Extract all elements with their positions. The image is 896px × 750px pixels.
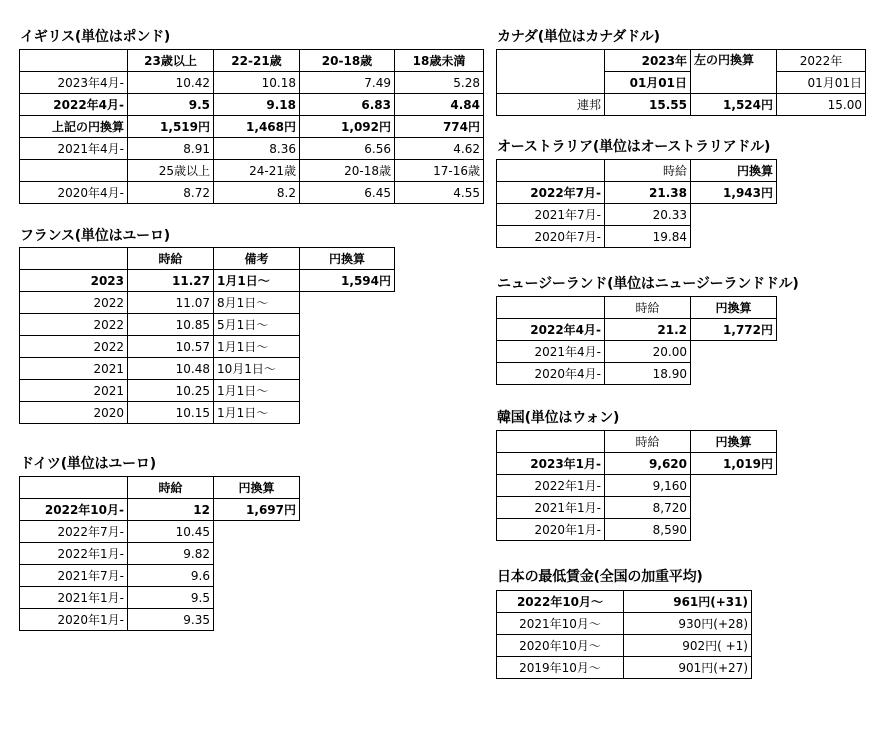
row-label: 2022年10月～: [497, 591, 624, 613]
table-cell: 11.27: [128, 270, 214, 292]
row-label: 2023年1月-: [497, 453, 605, 475]
header-cell: [497, 160, 605, 182]
row-label: 2021年7月-: [20, 565, 128, 587]
empty-cell: [691, 519, 777, 541]
header-cell: [20, 248, 128, 270]
table-cell: 21.38: [605, 182, 691, 204]
table-cell: 10.85: [128, 314, 214, 336]
table-cell: 7.49: [300, 72, 395, 94]
table-cell: 961円(+31): [624, 591, 752, 613]
row-label: 2020年1月-: [20, 609, 128, 631]
table-cell: 1,943円: [691, 182, 777, 204]
table-row: [20, 565, 300, 587]
table-cell: 6.56: [300, 138, 395, 160]
table-row: [497, 657, 752, 679]
korea-title: 韓国(単位はウォン): [497, 410, 620, 426]
empty-cell: [300, 314, 395, 336]
empty-cell: [691, 475, 777, 497]
france-table: [19, 247, 395, 424]
table-cell: 5.28: [395, 72, 484, 94]
table-cell: 6.45: [300, 182, 395, 204]
table-cell: 20.33: [605, 204, 691, 226]
header-cell: 円換算: [691, 297, 777, 319]
table-row: [20, 521, 300, 543]
table-cell: 1,019円: [691, 453, 777, 475]
australia-title: オーストラリア(単位はオーストラリアドル): [497, 139, 771, 155]
table-row: [20, 609, 300, 631]
table-header-row: [20, 248, 395, 270]
header-cell: 時給: [128, 477, 214, 499]
empty-cell: [214, 521, 300, 543]
australia-table: [496, 159, 777, 248]
table-header-row: [497, 431, 777, 453]
table-row: [20, 402, 395, 424]
header-cell: 23歳以上: [128, 50, 214, 72]
empty-cell: [300, 358, 395, 380]
table-row: [497, 94, 866, 116]
table-cell: 1,772円: [691, 319, 777, 341]
header-cell: 左の円換算: [691, 50, 777, 94]
table-cell: 9.82: [128, 543, 214, 565]
table-header-row: [497, 297, 777, 319]
table-cell: 4.62: [395, 138, 484, 160]
table-row: [497, 591, 752, 613]
table-cell: 1,594円: [300, 270, 395, 292]
header-cell: 22-21歳: [214, 50, 300, 72]
header-cell: 2022年: [777, 50, 866, 72]
table-cell: 19.84: [605, 226, 691, 248]
row-label: 2020年7月-: [497, 226, 605, 248]
header-cell: 時給: [605, 431, 691, 453]
table-row: [497, 519, 777, 541]
table-row: [497, 613, 752, 635]
table-cell: 9,620: [605, 453, 691, 475]
table-cell: 1月1日～: [214, 336, 300, 358]
table-row: [497, 497, 777, 519]
table-cell: 20-18歳: [300, 160, 395, 182]
header-cell: [20, 50, 128, 72]
table-cell: 902円( +1): [624, 635, 752, 657]
empty-cell: [691, 497, 777, 519]
empty-cell: [300, 402, 395, 424]
header-cell: 備考: [214, 248, 300, 270]
japan-title: 日本の最低賃金(全国の加重平均): [497, 569, 703, 585]
table-row: [497, 453, 777, 475]
header-cell: 01月01日: [605, 72, 691, 94]
row-label: 2021年4月-: [497, 341, 605, 363]
table-row: [20, 116, 484, 138]
table-row: [20, 94, 484, 116]
row-label: 2022年4月-: [497, 319, 605, 341]
table-cell: 1,697円: [214, 499, 300, 521]
table-cell: 901円(+27): [624, 657, 752, 679]
table-cell: 9.18: [214, 94, 300, 116]
korea-table: [496, 430, 777, 541]
header-cell: [497, 297, 605, 319]
table-cell: 8.36: [214, 138, 300, 160]
table-cell: 1,092円: [300, 116, 395, 138]
table-cell: 1,468円: [214, 116, 300, 138]
table-row: [20, 292, 395, 314]
table-cell: 1月1日～: [214, 380, 300, 402]
nz-title: ニュージーランド(単位はニュージーランドドル): [497, 276, 799, 292]
table-cell: 5月1日～: [214, 314, 300, 336]
header-cell: [497, 431, 605, 453]
row-label: 2021年1月-: [497, 497, 605, 519]
table-cell: 9.5: [128, 587, 214, 609]
table-cell: 18.90: [605, 363, 691, 385]
germany-title: ドイツ(単位はユーロ): [20, 456, 156, 472]
table-row: [497, 363, 777, 385]
table-header-row: [497, 50, 866, 72]
table-cell: 8.91: [128, 138, 214, 160]
table-cell: 4.55: [395, 182, 484, 204]
row-label: 2021年1月-: [20, 587, 128, 609]
empty-cell: [214, 543, 300, 565]
empty-cell: [300, 292, 395, 314]
japan-table: [496, 590, 752, 679]
row-label: 2020: [20, 402, 128, 424]
table-cell: 1,524円: [691, 94, 777, 116]
table-cell: 10月1日～: [214, 358, 300, 380]
table-cell: 6.83: [300, 94, 395, 116]
france-title: フランス(単位はユーロ): [20, 228, 170, 244]
germany-table: [19, 476, 300, 631]
row-label: 2021年4月-: [20, 138, 128, 160]
header-cell: 2023年: [605, 50, 691, 72]
table-cell: 9.5: [128, 94, 214, 116]
empty-cell: [300, 380, 395, 402]
empty-cell: [691, 341, 777, 363]
table-row: [497, 182, 777, 204]
row-label: 2022: [20, 314, 128, 336]
header-cell: 20-18歳: [300, 50, 395, 72]
row-label: [20, 160, 128, 182]
row-label: 2022年1月-: [20, 543, 128, 565]
header-cell: 円換算: [691, 160, 777, 182]
table-cell: 15.00: [777, 94, 866, 116]
uk-table: [19, 49, 484, 204]
empty-cell: [691, 226, 777, 248]
header-cell: 時給: [605, 297, 691, 319]
table-cell: 774円: [395, 116, 484, 138]
row-label: 2020年1月-: [497, 519, 605, 541]
table-row: [20, 72, 484, 94]
row-label: 2020年10月～: [497, 635, 624, 657]
table-row: [20, 358, 395, 380]
table-cell: 8.72: [128, 182, 214, 204]
table-cell: 930円(+28): [624, 613, 752, 635]
table-row: [20, 270, 395, 292]
table-row: [20, 543, 300, 565]
row-label: 2021年7月-: [497, 204, 605, 226]
table-cell: 8.2: [214, 182, 300, 204]
table-cell: 17-16歳: [395, 160, 484, 182]
table-cell: 25歳以上: [128, 160, 214, 182]
header-cell: [20, 477, 128, 499]
header-cell: 時給: [605, 160, 691, 182]
row-label: 2023: [20, 270, 128, 292]
table-cell: 9.6: [128, 565, 214, 587]
canada-table: [496, 49, 866, 116]
table-row: [20, 499, 300, 521]
row-label: 2020年4月-: [497, 363, 605, 385]
table-cell: 12: [128, 499, 214, 521]
table-cell: 10.57: [128, 336, 214, 358]
nz-table: [496, 296, 777, 385]
header-cell: 18歳未満: [395, 50, 484, 72]
row-label: 2022年4月-: [20, 94, 128, 116]
row-label: 2022: [20, 292, 128, 314]
empty-cell: [300, 336, 395, 358]
table-cell: 24-21歳: [214, 160, 300, 182]
empty-cell: [214, 565, 300, 587]
row-label: 2019年10月～: [497, 657, 624, 679]
table-row: [20, 587, 300, 609]
table-cell: 10.25: [128, 380, 214, 402]
table-row: [497, 475, 777, 497]
table-cell: 1月1日～: [214, 402, 300, 424]
header-cell: [497, 50, 605, 94]
row-label: 2022年7月-: [497, 182, 605, 204]
table-cell: 10.18: [214, 72, 300, 94]
header-cell: 時給: [128, 248, 214, 270]
empty-cell: [214, 609, 300, 631]
empty-cell: [691, 363, 777, 385]
table-cell: 20.00: [605, 341, 691, 363]
row-label: 2022年1月-: [497, 475, 605, 497]
table-header-row: [20, 477, 300, 499]
uk-title: イギリス(単位はポンド): [20, 29, 171, 45]
row-label: 連邦: [497, 94, 605, 116]
header-cell: 円換算: [691, 431, 777, 453]
table-cell: 10.42: [128, 72, 214, 94]
table-row: [497, 226, 777, 248]
table-cell: 10.15: [128, 402, 214, 424]
row-label: 2020年4月-: [20, 182, 128, 204]
row-label: 上記の円換算: [20, 116, 128, 138]
table-cell: 8,720: [605, 497, 691, 519]
table-cell: 21.2: [605, 319, 691, 341]
row-label: 2021年10月～: [497, 613, 624, 635]
table-row: [497, 635, 752, 657]
table-cell: 1,519円: [128, 116, 214, 138]
table-cell: 8月1日～: [214, 292, 300, 314]
table-row: [20, 160, 484, 182]
table-row: [20, 182, 484, 204]
row-label: 2021: [20, 380, 128, 402]
table-row: [497, 319, 777, 341]
row-label: 2023年4月-: [20, 72, 128, 94]
table-cell: 10.45: [128, 521, 214, 543]
table-header-row: [20, 50, 484, 72]
header-cell: 01月01日: [777, 72, 866, 94]
table-cell: 9,160: [605, 475, 691, 497]
table-row: [497, 204, 777, 226]
table-cell: 10.48: [128, 358, 214, 380]
table-cell: 8,590: [605, 519, 691, 541]
table-row: [497, 341, 777, 363]
table-cell: 1月1日～: [214, 270, 300, 292]
table-cell: 4.84: [395, 94, 484, 116]
table-header-row: [497, 160, 777, 182]
table-row: [20, 314, 395, 336]
row-label: 2022年10月-: [20, 499, 128, 521]
header-cell: 円換算: [214, 477, 300, 499]
empty-cell: [691, 204, 777, 226]
row-label: 2022年7月-: [20, 521, 128, 543]
row-label: 2021: [20, 358, 128, 380]
table-row: [20, 336, 395, 358]
table-row: [20, 138, 484, 160]
header-cell: 円換算: [300, 248, 395, 270]
table-row: [20, 380, 395, 402]
row-label: 2022: [20, 336, 128, 358]
table-cell: 11.07: [128, 292, 214, 314]
table-cell: 9.35: [128, 609, 214, 631]
canada-title: カナダ(単位はカナダドル): [497, 29, 660, 45]
empty-cell: [214, 587, 300, 609]
table-cell: 15.55: [605, 94, 691, 116]
